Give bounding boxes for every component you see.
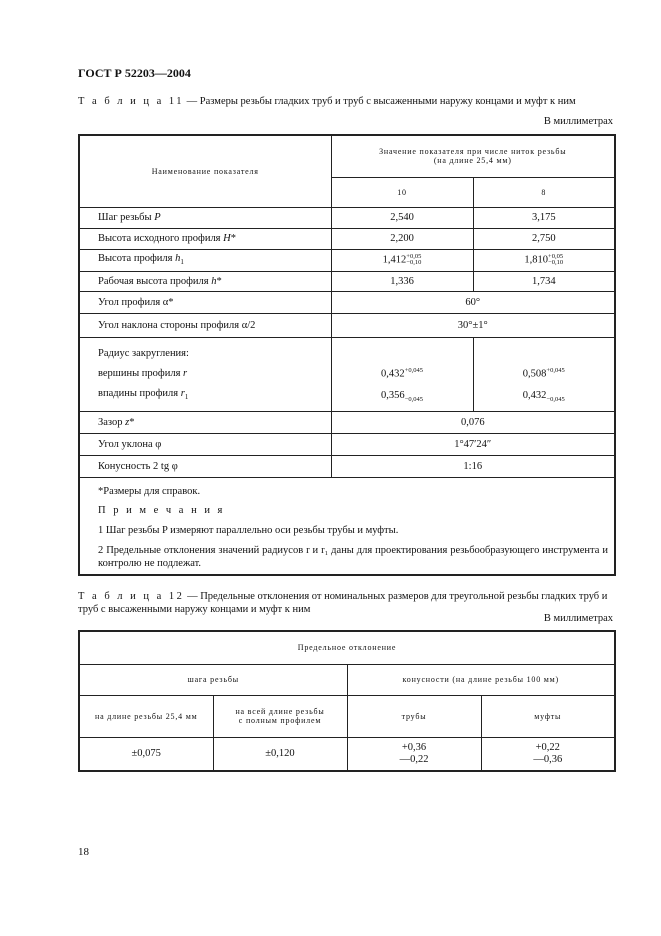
table12-sub-pitch-full: на всей длине резьбы с полным профилем: [213, 695, 347, 737]
row-label: Угол уклона φ: [79, 434, 331, 456]
row-label: Угол профиля α*: [79, 291, 331, 313]
table11-col-value-sub: (на длине 25,4 мм): [433, 156, 512, 166]
table11-col-param: Наименование показателя: [79, 135, 331, 207]
value-pitch-254: ±0,075: [79, 737, 213, 771]
row-label: Зазор z*: [79, 412, 331, 434]
row-label: Конусность 2 tg φ: [79, 456, 331, 478]
value-pitch-full: ±0,120: [213, 737, 347, 771]
row-value: 0,076: [331, 412, 615, 434]
row-value-8: 3,175: [473, 207, 615, 228]
table-row: [79, 737, 615, 771]
row-label: Угол наклона стороны профиля α/2: [79, 313, 331, 337]
table12-head-taper: конусности (на длине резьбы 100 мм): [347, 664, 615, 695]
page-number: 18: [78, 846, 89, 858]
table-row: [79, 228, 615, 249]
row-value: 1:16: [331, 456, 615, 478]
table12-sub-coupling: муфты: [481, 695, 615, 737]
footnote: *Размеры для справок.: [98, 486, 201, 498]
value-pipe: +0,36 —0,22: [347, 737, 481, 771]
table12-head-main: Предельное отклонение: [79, 631, 615, 664]
table-row: [79, 456, 615, 478]
note-2: 2 Предельные отклонения значений радиусов r и r₁ даны для проектирования резьбообразующего инструмента и контролю не подлежат.: [98, 545, 608, 570]
table12-sub-pipe: трубы: [347, 695, 481, 737]
table11-col-8: 8: [473, 177, 615, 207]
table12-caption-line2: труб с высаженными наружу концами и муфт к ним: [78, 604, 311, 615]
table-row: [79, 291, 615, 313]
row-value-8: $0,508^{+0,045}$ $0,432_{-0,045}$: [473, 337, 615, 412]
table11-col-value-text: Значение показателя при числе ниток резьбы: [379, 147, 567, 157]
row-label: Высота профиля $h_1$: [79, 249, 331, 271]
table-row: [79, 337, 615, 412]
row-value-10: $0,432^{+0,045}$ $0,356_{-0,045}$: [331, 337, 473, 412]
table12-caption: [78, 590, 616, 616]
table-row: [79, 412, 615, 434]
note-1: 1 Шаг резьбы P измеряют параллельно оси резьбы трубы и муфты.: [98, 525, 399, 537]
table-row: [79, 434, 615, 456]
table11: [78, 134, 616, 576]
row-value-10: 1,412 +0,05 −0,10: [331, 249, 473, 271]
row-value-10: 1,336: [331, 271, 473, 291]
row-value-10: 2,540: [331, 207, 473, 228]
row-value: 30°±1°: [331, 313, 615, 337]
row-value-8: 2,750: [473, 228, 615, 249]
table-row: [79, 313, 615, 337]
table-row: [79, 207, 615, 228]
row-label: Высота исходного профиля H*: [79, 228, 331, 249]
table11-col-value: [331, 135, 615, 177]
table12-caption-prefix: Т а б л и ц а 12: [78, 591, 185, 602]
row-value-8: 1,810 +0,05 −0,10: [473, 249, 615, 271]
table11-notes-row: [79, 478, 615, 576]
table12-units: В миллиметрах: [543, 613, 613, 624]
table11-units: В миллиметрах: [543, 116, 613, 127]
table12-caption-line1: — Предельные отклонения от номинальных размеров для треугольной резьбы гладких труб и: [184, 591, 608, 602]
table12-sub-pitch-254: на длине резьбы 25,4 мм: [79, 695, 213, 737]
row-value: 1°47′24″: [331, 434, 615, 456]
table11-caption-text: — Размеры резьбы гладких труб и труб с высаженными наружу концами и муфт к ним: [184, 96, 576, 107]
table11-caption-prefix: Т а б л и ц а 11: [78, 96, 185, 107]
row-label: Радиус закругления: вершины профиля r впадины профиля $r_1$: [79, 337, 331, 412]
table12: [78, 630, 616, 772]
value-coupling: +0,22 —0,36: [481, 737, 615, 771]
notes-title: П р и м е ч а н и я: [98, 505, 225, 517]
row-value: 60°: [331, 291, 615, 313]
table-row: [79, 271, 615, 291]
row-value-10: 2,200: [331, 228, 473, 249]
table-row: [79, 249, 615, 271]
row-value-8: 1,734: [473, 271, 615, 291]
row-label: Шаг резьбы P: [79, 207, 331, 228]
document-header: ГОСТ Р 52203—2004: [78, 66, 191, 80]
row-label: Рабочая высота профиля h*: [79, 271, 331, 291]
table11-notes: [79, 478, 615, 576]
table11-col-10: 10: [331, 177, 473, 207]
table12-head-pitch: шага резьбы: [79, 664, 347, 695]
table11-caption: [78, 95, 576, 108]
